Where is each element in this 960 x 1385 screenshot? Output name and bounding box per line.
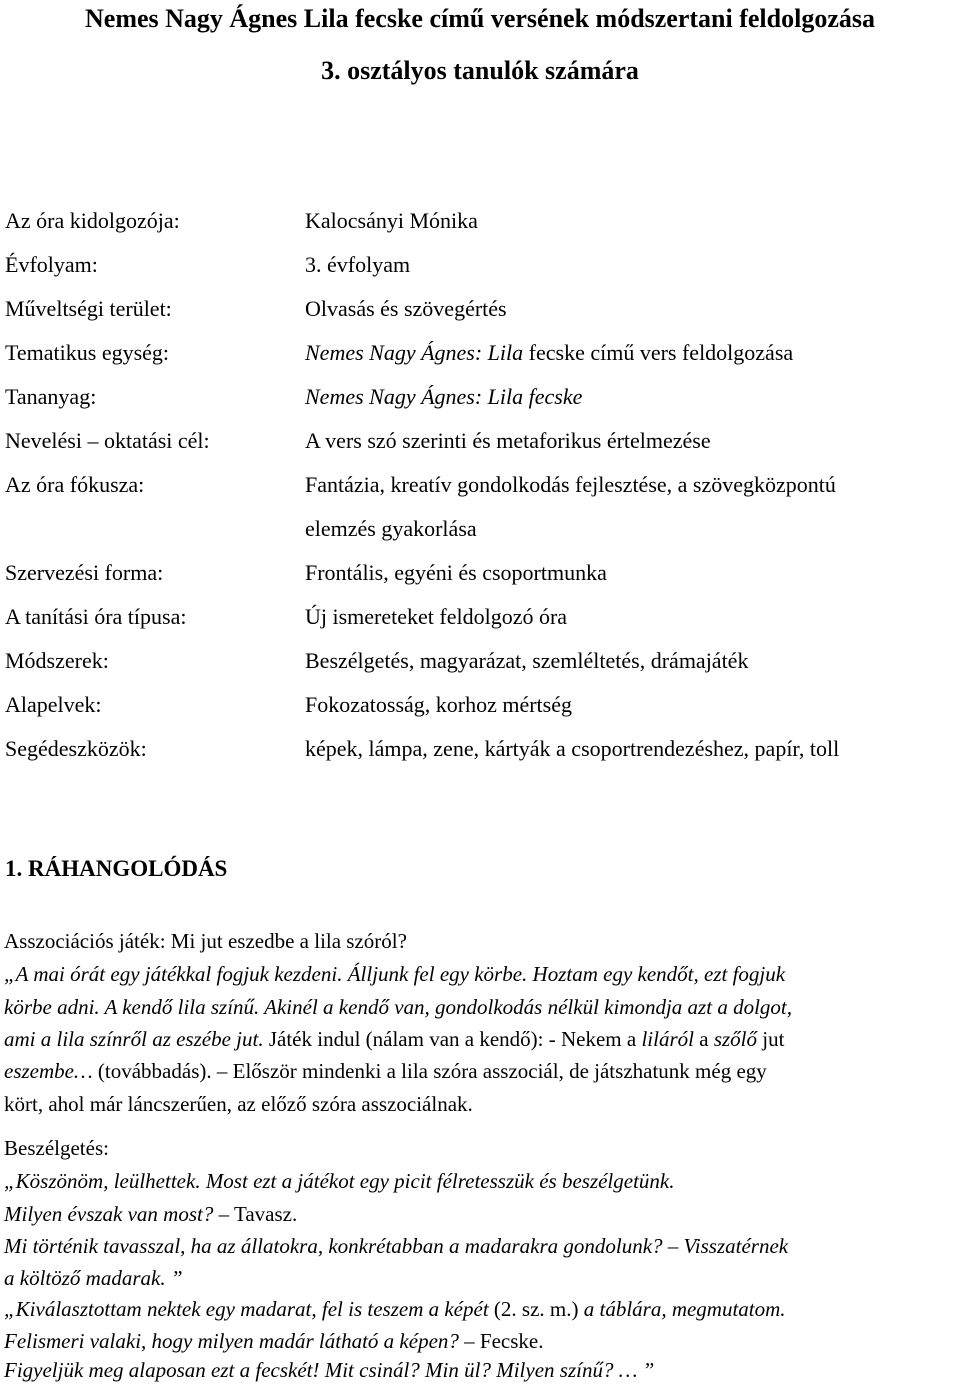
meta-value-focus: Fantázia, kreatív gondolkodás fejlesztése, a szövegközpontú (305, 472, 836, 497)
assoc-line-3 (4, 1026, 784, 1052)
talk-line-1-italic: „Köszönöm, leülhettek. Most ezt a játékot egy picit félretesszük és beszélgetünk. (4, 1169, 675, 1193)
assoc-line-1 (4, 961, 785, 987)
meta-value-organization: Frontális, egyéni és csoportmunka (305, 560, 607, 585)
meta-label-lesson-type: A tanítási óra típusa: (5, 604, 187, 629)
talk-line-2-italic: Milyen évszak van most? – (4, 1202, 230, 1226)
meta-label-domain: Műveltségi terület: (5, 296, 172, 321)
meta-label-grade: Évfolyam: (5, 252, 98, 277)
meta-value-focus-cont: elemzés gyakorlása (305, 516, 477, 541)
talk-line-1 (4, 1168, 675, 1194)
talk-line-5-italic: „Kiválasztottam nektek egy madarat, fel is teszem a képét (4, 1297, 489, 1321)
talk-line-2-plain: Tavasz. (229, 1202, 298, 1226)
meta-label-material: Tananyag: (5, 384, 97, 409)
meta-value-domain: Olvasás és szövegértés (305, 296, 507, 321)
meta-label-methods: Módszerek: (5, 648, 109, 673)
meta-value-material (305, 384, 582, 410)
assoc-line-3-plain-c: a (693, 1027, 714, 1051)
assoc-line-3-italic: ami a lila színről az eszébe jut. (4, 1027, 264, 1051)
meta-label-principles: Alapelvek: (5, 692, 102, 717)
assoc-line-4-plain: (továbbadás). – Először mindenki a lila szóra asszociál, de játszhatunk még egy (92, 1059, 767, 1083)
talk-line-2 (4, 1201, 297, 1227)
meta-value-material-italic: Nemes Nagy Ágnes: Lila fecske (305, 384, 583, 409)
talk-line-5-plain: (2. sz. m.) (488, 1297, 579, 1321)
meta-value-unit-italic: Nemes Nagy Ágnes: Lila (305, 340, 524, 365)
meta-label-goal: Nevelési – oktatási cél: (5, 428, 210, 453)
talk-line-3 (4, 1233, 788, 1259)
meta-value-tools: képek, lámpa, zene, kártyák a csoportrendezéshez, papír, toll (305, 736, 840, 761)
meta-value-grade: 3. évfolyam (305, 252, 411, 277)
assoc-line-3-plain-e: jut (757, 1027, 785, 1051)
talk-line-4-italic: a költöző madarak. ” (4, 1266, 183, 1290)
meta-label-author: Az óra kidolgozója: (5, 208, 180, 233)
talk-line-6-plain: Fecske. (474, 1329, 544, 1353)
meta-value-goal: A vers szó szerinti és metaforikus értelmezése (305, 428, 711, 453)
meta-value-principles: Fokozatosság, korhoz mértség (305, 692, 572, 717)
assoc-line-3-italic-d: szőlő (713, 1027, 757, 1051)
talk-line-5 (4, 1296, 786, 1322)
assoc-line-4 (4, 1058, 767, 1084)
talk-line-7 (4, 1357, 654, 1383)
talk-line-5-italic-2: a táblára, megmutatom. (578, 1297, 786, 1321)
talk-line-6-italic: Felismeri valaki, hogy milyen madár látható a képen? – (4, 1329, 475, 1353)
assoc-line-3-italic-b: liláról (641, 1027, 694, 1051)
meta-value-lesson-type: Új ismereteket feldolgozó óra (305, 604, 568, 629)
assoc-line-5: kört, ahol már láncszerűen, az előző szóra asszociálnak. (4, 1092, 473, 1116)
talk-line-4 (4, 1265, 183, 1291)
meta-label-focus: Az óra fókusza: (5, 472, 145, 497)
assoc-line-1-italic: „A mai órát egy játékkal fogjuk kezdeni. Álljunk fel egy körbe. Hoztam egy kendőt, ezt fogjuk (4, 962, 786, 986)
meta-value-author: Kalocsányi Mónika (305, 208, 478, 233)
document-subtitle: 3. osztályos tanulók számára (321, 56, 639, 85)
talk-label: Beszélgetés: (4, 1136, 109, 1160)
meta-value-methods: Beszélgetés, magyarázat, szemléltetés, drámajáték (305, 648, 749, 673)
meta-value-unit-plain: fecske című vers feldolgozása (523, 340, 794, 365)
meta-label-organization: Szervezési forma: (5, 560, 164, 585)
assoc-label: Asszociációs játék: Mi jut eszedbe a lila szóról? (4, 929, 407, 953)
assoc-line-4-italic: eszembe… (4, 1059, 93, 1083)
assoc-line-2-italic: körbe adni. A kendő lila színű. Akinél a kendő van, gondolkodás nélkül kimondja azt a dolgot, (4, 995, 792, 1019)
assoc-line-2 (4, 994, 792, 1020)
document-title: Nemes Nagy Ágnes Lila fecske című versének módszertani feldolgozása (85, 4, 875, 33)
talk-line-6 (4, 1328, 543, 1354)
meta-label-tools: Segédeszközök: (5, 736, 147, 761)
meta-label-unit: Tematikus egység: (5, 340, 170, 365)
talk-line-3-italic: Mi történik tavasszal, ha az állatokra, konkrétabban a madarakra gondolunk? – Visszatérnek (4, 1234, 789, 1258)
talk-line-7-italic: Figyeljük meg alaposan ezt a fecskét! Mit csinál? Min ül? Milyen színű? … ” (4, 1358, 655, 1382)
section-heading: 1. RÁHANGOLÓDÁS (5, 856, 228, 881)
meta-value-unit (305, 340, 793, 366)
assoc-line-3-plain-a: Játék indul (nálam van a kendő): - Nekem a (263, 1027, 642, 1051)
